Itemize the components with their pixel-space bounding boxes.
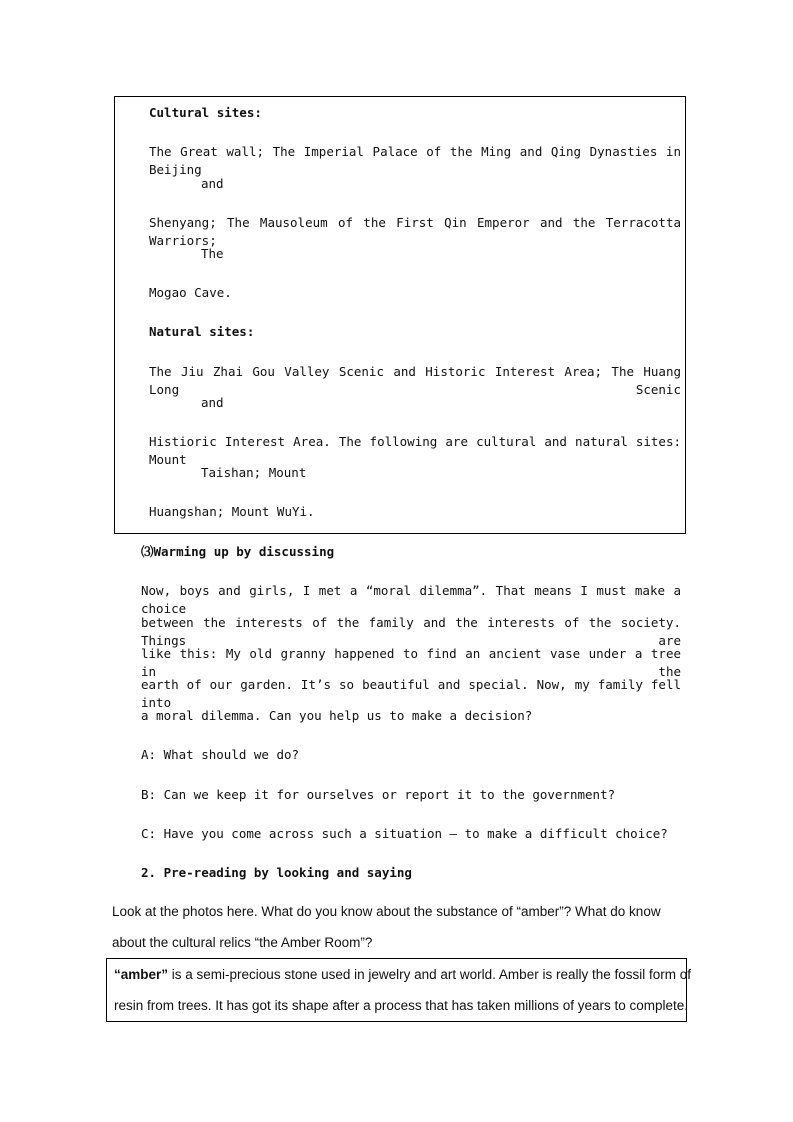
natural-sites-line: Huangshan; Mount WuYi. xyxy=(149,504,315,519)
pre-reading-instruction-line: Look at the photos here. What do you know about the substance of “amber”? What do know xyxy=(112,904,661,919)
cultural-sites-line: Shenyang; The Mausoleum of the First Qin Emperor and the Terracotta Warriors; xyxy=(149,215,681,248)
warming-paragraph-line: a moral dilemma. Can you help us to make a decision? xyxy=(141,708,533,723)
natural-sites-line: Histioric Interest Area. The following are cultural and natural sites: Mount xyxy=(149,434,681,467)
amber-term: “amber” xyxy=(114,967,169,982)
amber-definition-line: “amber” is a semi-precious stone used in jewelry and art world. Amber is really the fossil form of xyxy=(114,967,691,982)
pre-reading-instruction-line: about the cultural relics “the Amber Room”? xyxy=(112,935,373,950)
natural-sites-line: Taishan; Mount xyxy=(201,465,307,480)
pre-reading-heading: 2. Pre-reading by looking and saying xyxy=(141,865,412,880)
question-a: A: What should we do? xyxy=(141,747,300,762)
warming-paragraph-line: between the interests of the family and the interests of the society. Things are xyxy=(141,615,681,648)
warming-paragraph-line: like this: My old granny happened to find an ancient vase under a tree in the xyxy=(141,646,681,679)
cultural-sites-line: Mogao Cave. xyxy=(149,285,232,300)
cultural-sites-line: and xyxy=(201,176,224,191)
natural-sites-heading: Natural sites: xyxy=(149,324,255,339)
question-c: C: Have you come across such a situation — to make a difficult choice? xyxy=(141,826,668,841)
cultural-sites-line: The xyxy=(201,246,224,261)
warming-up-heading: ⑶Warming up by discussing xyxy=(141,544,335,559)
warming-paragraph-line: Now, boys and girls, I met a “moral dilemma”. That means I must make a choice xyxy=(141,583,681,616)
cultural-sites-heading: Cultural sites: xyxy=(149,105,262,120)
warming-paragraph-line: earth of our garden. It’s so beautiful and special. Now, my family fell into xyxy=(141,677,681,710)
natural-sites-line: and xyxy=(201,395,224,410)
natural-sites-line: The Jiu Zhai Gou Valley Scenic and Historic Interest Area; The Huang Long Scenic xyxy=(149,364,681,397)
question-b: B: Can we keep it for ourselves or report it to the government? xyxy=(141,787,616,802)
amber-definition-line: resin from trees. It has got its shape after a process that has taken millions of years to complete. xyxy=(114,998,689,1013)
cultural-sites-line: The Great wall; The Imperial Palace of the Ming and Qing Dynasties in Beijing xyxy=(149,144,681,177)
